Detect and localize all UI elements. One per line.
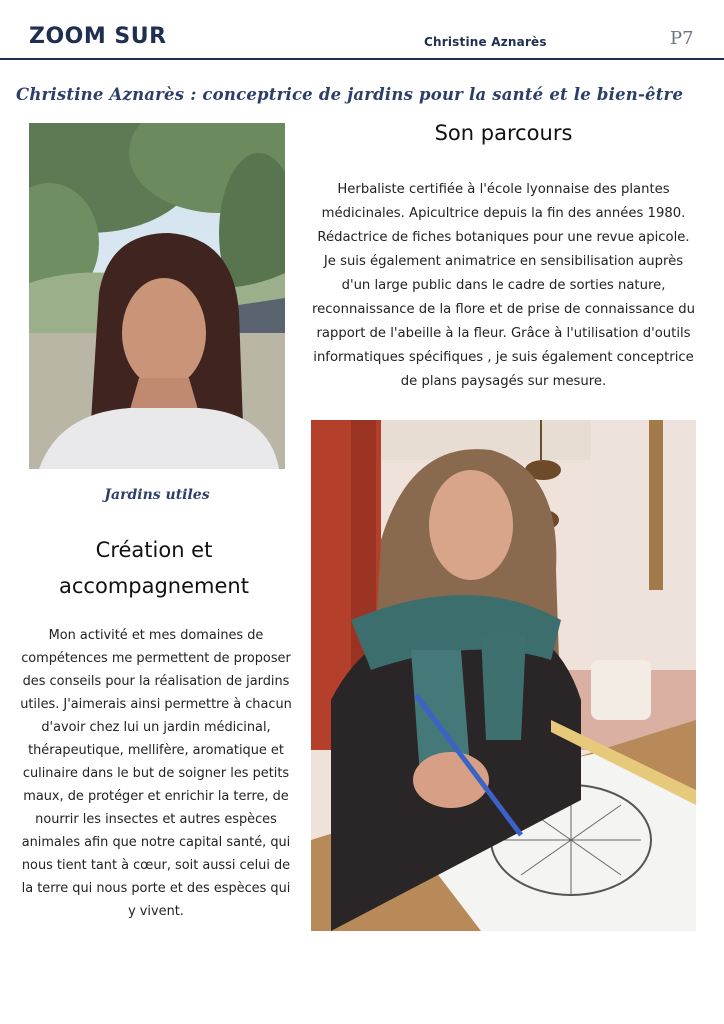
header-divider [0,58,724,60]
subtitle-jardins-utiles: Jardins utiles [104,487,210,503]
heading-creation-accompagnement: Création et accompagnement [59,538,249,598]
portrait-photo [29,123,285,469]
header-section-label: ZOOM SUR [29,24,167,49]
paragraph-son-parcours: Herbaliste certifiée à l'école lyonnaise des plantes médicinales. Apicultrice depuis la fin des années 1980. Rédactrice de fiches botaniques pour une revue apicole. Je suis également animatrice en sensibilisation auprès d'un large public dans le cadre de sorties nature, reconnaissance de la flore et de prise de connaissance du rapport de l'abeille à la fleur. Grâce à l'utilisation d'outils informatiques spécifiques , je suis également conceptrice de plans paysagés sur mesure. [312,182,695,389]
header-author: Christine Aznarès [424,35,547,49]
paragraph-creation: Mon activité et mes domaines de compétences me permettent de proposer des conseils pour la réalisation de jardins utiles. J'aimerais ainsi permettre à chacun d'avoir chez lui un jardin médicinal, thérapeutique, mellifère, aromatique et culinaire dans le but de soigner les petits maux, de protéger et enrichir la terre, de nourrir les insectes et autres espèces animales afin que notre capital santé, qui nous tient tant à cœur, soit aussi celui de la terre qui nous porte et des espèces qui y vivent. [20,628,292,919]
heading-son-parcours: Son parcours [434,121,573,145]
page-number: P7 [670,28,694,49]
drawing-photo [311,420,696,931]
article-title: Christine Aznarès : conceptrice de jardins pour la santé et le bien-être [16,85,684,104]
